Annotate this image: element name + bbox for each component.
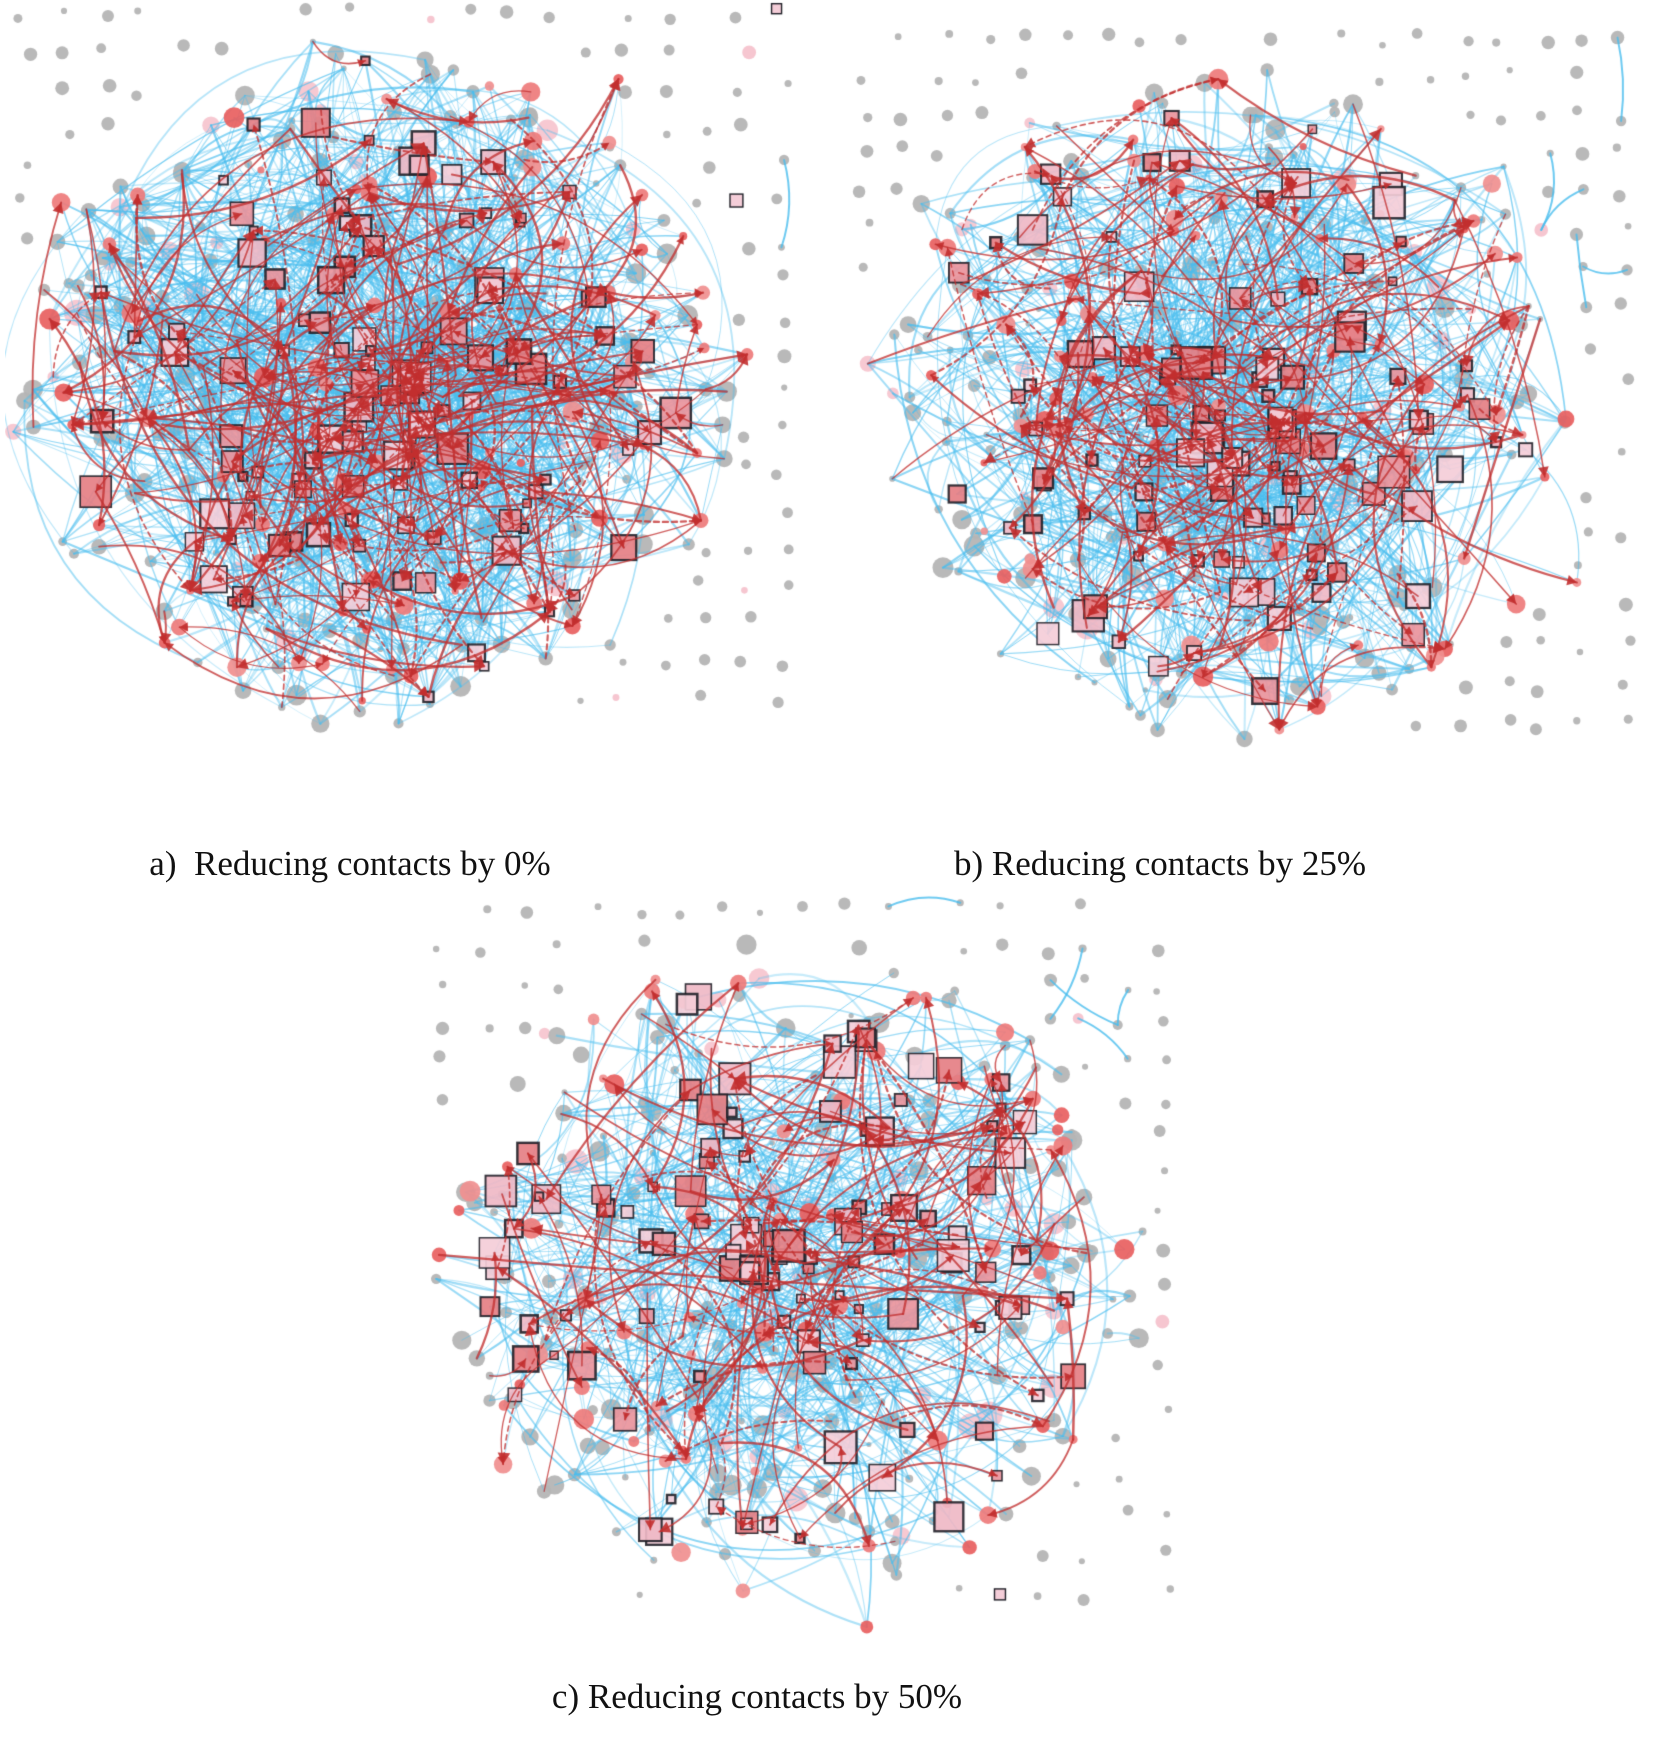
panel-c-caption: c) Reducing contacts by 50% bbox=[551, 1677, 963, 1716]
panel-a-caption: a) Reducing contacts by 0% bbox=[149, 844, 551, 883]
network-panel-b bbox=[845, 25, 1645, 815]
panel-b-caption: b) Reducing contacts by 25% bbox=[953, 844, 1367, 883]
network-panel-c bbox=[425, 895, 1205, 1670]
network-panel-a bbox=[5, 0, 800, 805]
